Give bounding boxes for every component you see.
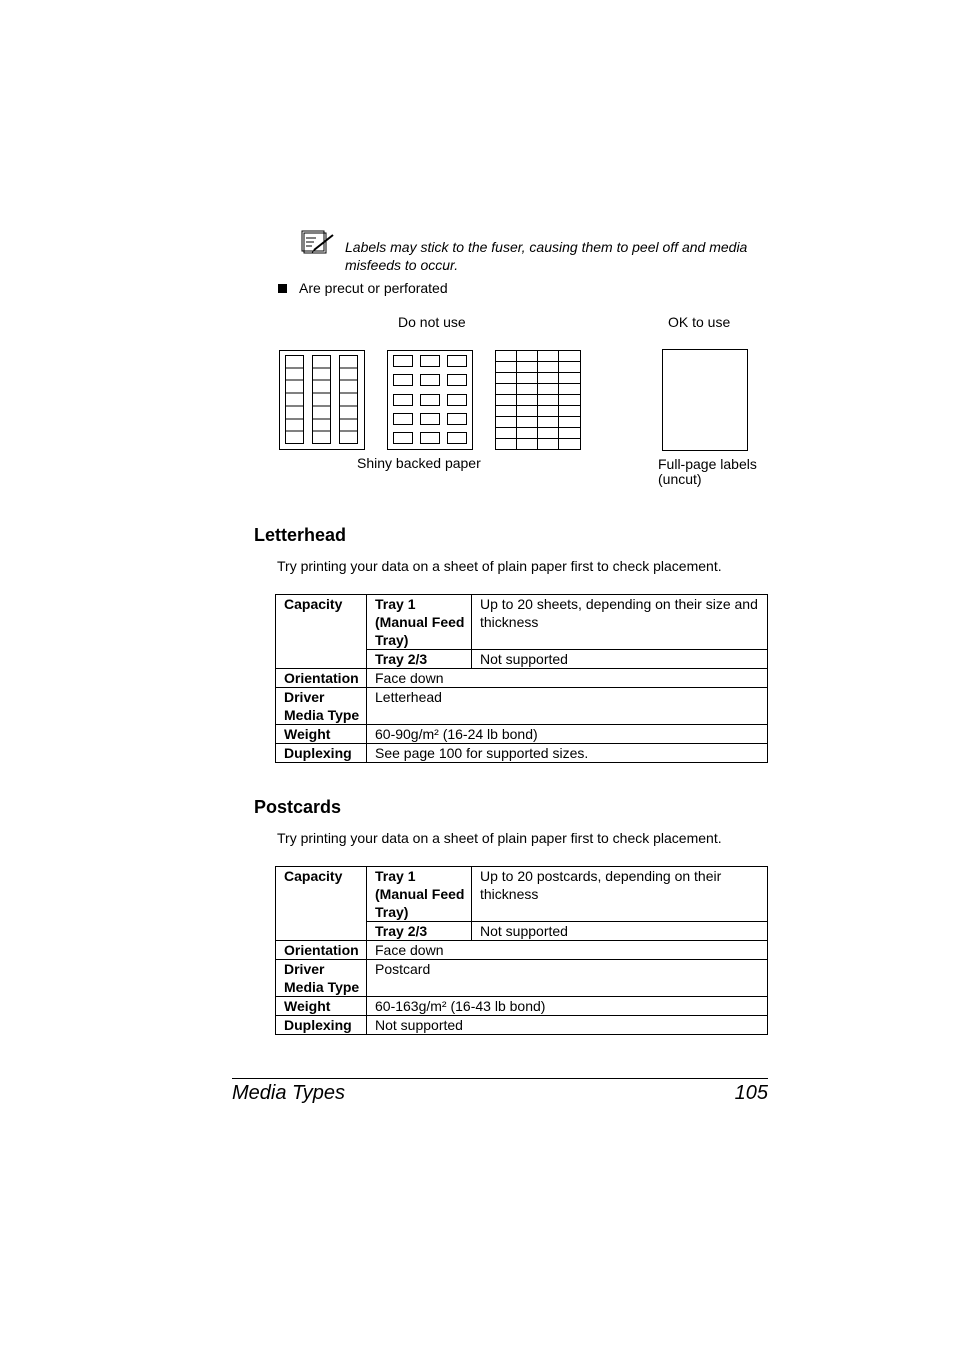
shiny-backed-caption: Shiny backed paper [357, 455, 481, 471]
driver-media-type-value: Letterhead [367, 688, 768, 725]
driver-media-type-value: Postcard [367, 960, 768, 997]
weight-value: 60-90g/m² (16-24 lb bond) [367, 725, 768, 744]
footer-rule [232, 1078, 768, 1079]
postcards-spec-table [275, 866, 768, 1035]
table-row [276, 1016, 768, 1035]
full-page-caption-line2: (uncut) [658, 471, 702, 487]
full-page-label-sheet [662, 349, 748, 451]
table-row [276, 867, 768, 922]
tray1-label: Tray 1 (Manual Feed Tray) [367, 595, 472, 650]
label-sheet-grid-icon [387, 350, 474, 451]
duplexing-label: Duplexing [276, 1016, 367, 1035]
orientation-value: Face down [367, 941, 768, 960]
tray1-label: Tray 1 (Manual Feed Tray) [367, 867, 472, 922]
table-row [276, 669, 768, 688]
label-sheet-table-icon [495, 350, 582, 451]
tray23-value: Not supported [472, 922, 768, 941]
page-number: 105 [734, 1082, 768, 1104]
do-not-use-label: Do not use [398, 314, 466, 330]
table-row [276, 997, 768, 1016]
duplexing-label: Duplexing [276, 744, 367, 763]
table-row [276, 595, 768, 650]
weight-value: 60-163g/m² (16-43 lb bond) [367, 997, 768, 1016]
driver-media-type-label: Driver Media Type [276, 960, 367, 997]
orientation-label: Orientation [276, 941, 367, 960]
full-page-caption [658, 457, 757, 487]
label-sheet-columns-icon [279, 350, 366, 451]
letterhead-intro: Try printing your data on a sheet of plain paper first to check placement. [277, 558, 722, 574]
duplexing-value: Not supported [367, 1016, 768, 1035]
driver-media-type-label: Driver Media Type [276, 688, 367, 725]
ok-to-use-label: OK to use [668, 314, 731, 330]
orientation-label: Orientation [276, 669, 367, 688]
tray1-value: Up to 20 sheets, depending on their size and thickness [472, 595, 768, 650]
duplexing-value: See page 100 for supported sizes. [367, 744, 768, 763]
capacity-label: Capacity [276, 595, 367, 669]
table-row [276, 688, 768, 725]
bullet-square-icon [278, 284, 287, 293]
postcards-heading: Postcards [254, 797, 342, 817]
tray23-label: Tray 2/3 [367, 650, 472, 669]
orientation-value: Face down [367, 669, 768, 688]
table-row [276, 725, 768, 744]
table-row [276, 744, 768, 763]
capacity-label: Capacity [276, 867, 367, 941]
letterhead-heading: Letterhead [254, 525, 347, 545]
postcards-intro: Try printing your data on a sheet of plain paper first to check placement. [277, 830, 722, 846]
table-row [276, 960, 768, 997]
weight-label: Weight [276, 725, 367, 744]
note-text: Labels may stick to the fuser, causing them to peel off and media misfeeds to occur. [345, 239, 748, 273]
full-page-caption-line1: Full-page labels [658, 456, 757, 472]
tray23-value: Not supported [472, 650, 768, 669]
tray1-value: Up to 20 postcards, depending on their thickness [472, 867, 768, 922]
weight-label: Weight [276, 997, 367, 1016]
note-pencil-icon [300, 230, 336, 254]
footer-section-title: Media Types [232, 1082, 346, 1104]
tray23-label: Tray 2/3 [367, 922, 472, 941]
letterhead-spec-table [275, 594, 768, 763]
table-row [276, 941, 768, 960]
bullet-text: Are precut or perforated [299, 280, 448, 296]
